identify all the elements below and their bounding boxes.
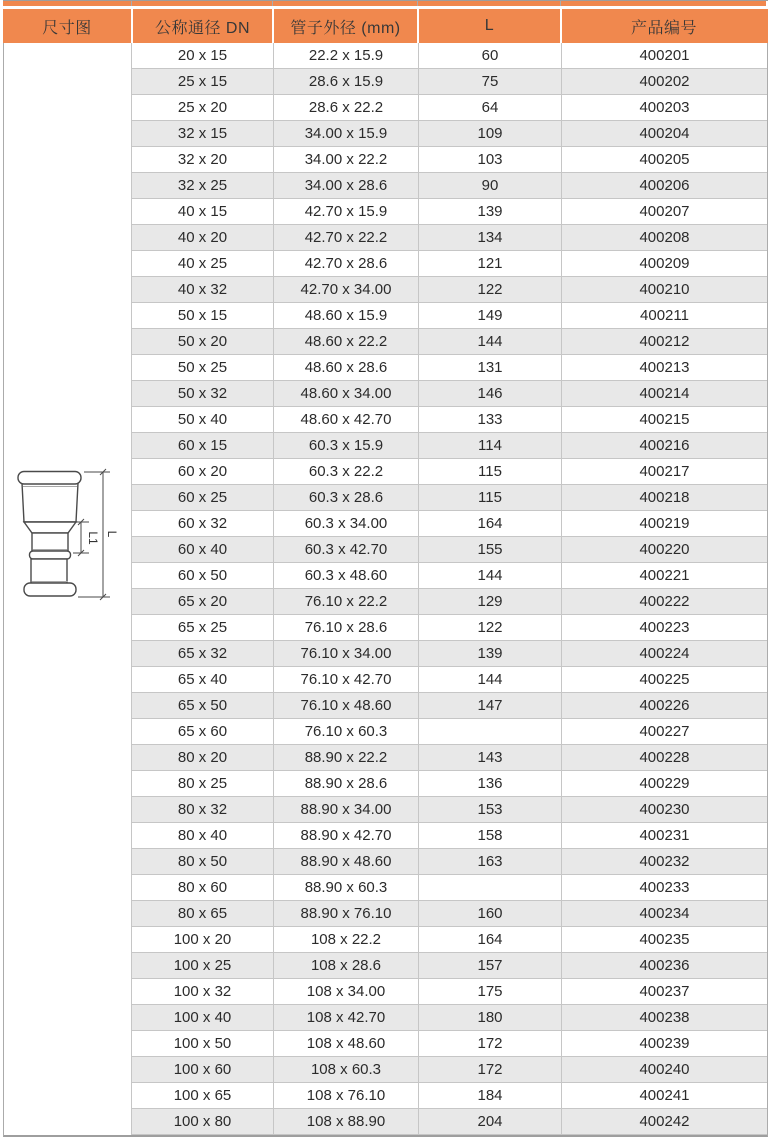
cell-pipe-od: 60.3 x 22.2 — [273, 459, 418, 485]
cell-product-code: 400204 — [561, 121, 767, 147]
cell-nominal-dn: 60 x 15 — [132, 433, 273, 459]
cell-product-code: 400214 — [561, 381, 767, 407]
cell-pipe-od: 60.3 x 42.70 — [273, 537, 418, 563]
cell-product-code: 400208 — [561, 225, 767, 251]
cell-pipe-od: 60.3 x 48.60 — [273, 563, 418, 589]
cell-pipe-od: 88.90 x 22.2 — [273, 745, 418, 771]
cell-product-code: 400226 — [561, 693, 767, 719]
cell-length-l: 157 — [418, 953, 561, 979]
cell-nominal-dn: 60 x 25 — [132, 485, 273, 511]
cell-nominal-dn: 100 x 40 — [132, 1005, 273, 1031]
cell-length-l: 147 — [418, 693, 561, 719]
col-header-nominal-dn: 公称通径 DN — [131, 9, 272, 43]
cell-nominal-dn: 50 x 40 — [132, 407, 273, 433]
dimension-label-l: L — [105, 530, 119, 538]
cell-length-l: 60 — [418, 43, 561, 69]
cell-product-code: 400215 — [561, 407, 767, 433]
cell-nominal-dn: 25 x 15 — [132, 69, 273, 95]
cell-nominal-dn: 65 x 50 — [132, 693, 273, 719]
cell-nominal-dn: 65 x 40 — [132, 667, 273, 693]
cell-pipe-od: 76.10 x 60.3 — [273, 719, 418, 745]
cell-product-code: 400238 — [561, 1005, 767, 1031]
cell-pipe-od: 76.10 x 28.6 — [273, 615, 418, 641]
cell-pipe-od: 76.10 x 48.60 — [273, 693, 418, 719]
cell-product-code: 400217 — [561, 459, 767, 485]
cell-length-l: 139 — [418, 199, 561, 225]
cell-product-code: 400240 — [561, 1057, 767, 1083]
cell-nominal-dn: 40 x 25 — [132, 251, 273, 277]
cell-nominal-dn: 80 x 32 — [132, 797, 273, 823]
cell-length-l: 134 — [418, 225, 561, 251]
cell-length-l: 149 — [418, 303, 561, 329]
cell-pipe-od: 60.3 x 28.6 — [273, 485, 418, 511]
cell-product-code: 400241 — [561, 1083, 767, 1109]
cell-product-code: 400229 — [561, 771, 767, 797]
cell-product-code: 400220 — [561, 537, 767, 563]
cell-length-l: 144 — [418, 563, 561, 589]
cell-length-l: 160 — [418, 901, 561, 927]
cell-pipe-od: 48.60 x 42.70 — [273, 407, 418, 433]
cell-product-code: 400221 — [561, 563, 767, 589]
cell-nominal-dn: 25 x 20 — [132, 95, 273, 121]
product-spec-sheet — [3, 0, 768, 1137]
top-accent-bar — [3, 0, 768, 6]
cell-pipe-od: 76.10 x 22.2 — [273, 589, 418, 615]
cell-length-l: 131 — [418, 355, 561, 381]
cell-pipe-od: 108 x 22.2 — [273, 927, 418, 953]
cell-length-l: 144 — [418, 667, 561, 693]
cell-length-l: 133 — [418, 407, 561, 433]
cell-length-l: 122 — [418, 277, 561, 303]
cell-product-code: 400231 — [561, 823, 767, 849]
cell-product-code: 400232 — [561, 849, 767, 875]
cell-nominal-dn: 100 x 80 — [132, 1109, 273, 1135]
cell-length-l: 109 — [418, 121, 561, 147]
cell-nominal-dn: 60 x 20 — [132, 459, 273, 485]
cell-pipe-od: 60.3 x 15.9 — [273, 433, 418, 459]
cell-product-code: 400236 — [561, 953, 767, 979]
cell-product-code: 400230 — [561, 797, 767, 823]
cell-length-l: 146 — [418, 381, 561, 407]
cell-nominal-dn: 80 x 20 — [132, 745, 273, 771]
cell-pipe-od: 42.70 x 28.6 — [273, 251, 418, 277]
cell-product-code: 400216 — [561, 433, 767, 459]
cell-product-code: 400233 — [561, 875, 767, 901]
cell-pipe-od: 28.6 x 22.2 — [273, 95, 418, 121]
cell-pipe-od: 108 x 48.60 — [273, 1031, 418, 1057]
cell-length-l: 184 — [418, 1083, 561, 1109]
cell-pipe-od: 42.70 x 22.2 — [273, 225, 418, 251]
cell-pipe-od: 108 x 34.00 — [273, 979, 418, 1005]
cell-pipe-od: 48.60 x 22.2 — [273, 329, 418, 355]
top-accent-segment — [131, 1, 272, 6]
cell-pipe-od: 22.2 x 15.9 — [273, 43, 418, 69]
cell-pipe-od: 88.90 x 28.6 — [273, 771, 418, 797]
cell-product-code: 400205 — [561, 147, 767, 173]
cell-pipe-od: 48.60 x 34.00 — [273, 381, 418, 407]
cell-nominal-dn: 40 x 15 — [132, 199, 273, 225]
cell-length-l: 155 — [418, 537, 561, 563]
cell-pipe-od: 34.00 x 28.6 — [273, 173, 418, 199]
cell-pipe-od: 88.90 x 48.60 — [273, 849, 418, 875]
cell-pipe-od: 88.90 x 76.10 — [273, 901, 418, 927]
cell-length-l: 114 — [418, 433, 561, 459]
cell-product-code: 400211 — [561, 303, 767, 329]
cell-nominal-dn: 100 x 60 — [132, 1057, 273, 1083]
cell-length-l: 163 — [418, 849, 561, 875]
cell-nominal-dn: 50 x 25 — [132, 355, 273, 381]
cell-nominal-dn: 32 x 15 — [132, 121, 273, 147]
cell-pipe-od: 88.90 x 60.3 — [273, 875, 418, 901]
cell-nominal-dn: 65 x 60 — [132, 719, 273, 745]
top-accent-segment — [417, 1, 560, 6]
top-accent-segment — [272, 1, 417, 6]
cell-product-code: 400212 — [561, 329, 767, 355]
cell-product-code: 400201 — [561, 43, 767, 69]
cell-nominal-dn: 40 x 20 — [132, 225, 273, 251]
cell-product-code: 400218 — [561, 485, 767, 511]
cell-length-l: 90 — [418, 173, 561, 199]
cell-nominal-dn: 60 x 32 — [132, 511, 273, 537]
dimension-label-l1: L1 — [86, 531, 100, 545]
cell-product-code: 400237 — [561, 979, 767, 1005]
cell-length-l: 115 — [418, 485, 561, 511]
cell-nominal-dn: 60 x 40 — [132, 537, 273, 563]
cell-pipe-od: 76.10 x 34.00 — [273, 641, 418, 667]
cell-nominal-dn: 80 x 40 — [132, 823, 273, 849]
cell-length-l: 64 — [418, 95, 561, 121]
cell-nominal-dn: 80 x 25 — [132, 771, 273, 797]
cell-length-l: 103 — [418, 147, 561, 173]
cell-nominal-dn: 100 x 32 — [132, 979, 273, 1005]
fitting-body — [18, 472, 81, 597]
cell-product-code: 400235 — [561, 927, 767, 953]
cell-product-code: 400228 — [561, 745, 767, 771]
cell-product-code: 400242 — [561, 1109, 767, 1135]
cell-length-l: 175 — [418, 979, 561, 1005]
cell-length-l: 121 — [418, 251, 561, 277]
col-header-pipe-od: 管子外径 (mm) — [272, 9, 417, 43]
cell-length-l: 136 — [418, 771, 561, 797]
cell-nominal-dn: 80 x 50 — [132, 849, 273, 875]
cell-nominal-dn: 80 x 65 — [132, 901, 273, 927]
cell-pipe-od: 108 x 60.3 — [273, 1057, 418, 1083]
cell-nominal-dn: 100 x 20 — [132, 927, 273, 953]
cell-length-l: 158 — [418, 823, 561, 849]
cell-product-code: 400224 — [561, 641, 767, 667]
cell-pipe-od: 34.00 x 15.9 — [273, 121, 418, 147]
cell-nominal-dn: 20 x 15 — [132, 43, 273, 69]
cell-nominal-dn: 40 x 32 — [132, 277, 273, 303]
cell-product-code: 400203 — [561, 95, 767, 121]
table-body — [3, 43, 768, 1137]
cell-pipe-od: 88.90 x 34.00 — [273, 797, 418, 823]
cell-length-l — [418, 719, 561, 745]
cell-nominal-dn: 65 x 32 — [132, 641, 273, 667]
top-accent-segment — [3, 1, 131, 6]
cell-product-code: 400210 — [561, 277, 767, 303]
cell-length-l: 75 — [418, 69, 561, 95]
cell-length-l: 144 — [418, 329, 561, 355]
cell-length-l: 164 — [418, 511, 561, 537]
cell-pipe-od: 48.60 x 15.9 — [273, 303, 418, 329]
cell-length-l: 172 — [418, 1057, 561, 1083]
cell-product-code: 400239 — [561, 1031, 767, 1057]
cell-length-l: 204 — [418, 1109, 561, 1135]
reducer-coupling-drawing — [9, 456, 127, 606]
cell-nominal-dn: 80 x 60 — [132, 875, 273, 901]
cell-length-l: 164 — [418, 927, 561, 953]
cell-pipe-od: 28.6 x 15.9 — [273, 69, 418, 95]
col-header-diagram: 尺寸图 — [42, 19, 92, 37]
cell-pipe-od: 34.00 x 22.2 — [273, 147, 418, 173]
cell-length-l: 153 — [418, 797, 561, 823]
cell-length-l: 180 — [418, 1005, 561, 1031]
cell-length-l — [418, 875, 561, 901]
cell-nominal-dn: 65 x 20 — [132, 589, 273, 615]
cell-product-code: 400213 — [561, 355, 767, 381]
cell-product-code: 400227 — [561, 719, 767, 745]
cell-nominal-dn: 100 x 25 — [132, 953, 273, 979]
cell-product-code: 400206 — [561, 173, 767, 199]
table-header-row — [3, 9, 768, 43]
cell-nominal-dn: 32 x 25 — [132, 173, 273, 199]
cell-product-code: 400223 — [561, 615, 767, 641]
top-accent-segment — [560, 1, 766, 6]
cell-length-l: 139 — [418, 641, 561, 667]
cell-pipe-od: 108 x 88.90 — [273, 1109, 418, 1135]
cell-length-l: 129 — [418, 589, 561, 615]
cell-length-l: 115 — [418, 459, 561, 485]
cell-pipe-od: 42.70 x 15.9 — [273, 199, 418, 225]
cell-nominal-dn: 50 x 15 — [132, 303, 273, 329]
cell-nominal-dn: 100 x 50 — [132, 1031, 273, 1057]
cell-length-l: 122 — [418, 615, 561, 641]
cell-product-code: 400207 — [561, 199, 767, 225]
cell-product-code: 400225 — [561, 667, 767, 693]
cell-pipe-od: 108 x 42.70 — [273, 1005, 418, 1031]
cell-product-code: 400222 — [561, 589, 767, 615]
diagram-cell — [4, 43, 132, 1135]
cell-nominal-dn: 32 x 20 — [132, 147, 273, 173]
cell-product-code: 400234 — [561, 901, 767, 927]
cell-product-code: 400209 — [561, 251, 767, 277]
cell-nominal-dn: 100 x 65 — [132, 1083, 273, 1109]
cell-pipe-od: 108 x 76.10 — [273, 1083, 418, 1109]
col-header-product-code: 产品编号 — [560, 9, 766, 43]
cell-pipe-od: 108 x 28.6 — [273, 953, 418, 979]
cell-pipe-od: 76.10 x 42.70 — [273, 667, 418, 693]
cell-length-l: 172 — [418, 1031, 561, 1057]
cell-length-l: 143 — [418, 745, 561, 771]
col-header-length-l: L — [417, 9, 560, 43]
cell-nominal-dn: 50 x 20 — [132, 329, 273, 355]
cell-pipe-od: 60.3 x 34.00 — [273, 511, 418, 537]
cell-nominal-dn: 60 x 50 — [132, 563, 273, 589]
cell-nominal-dn: 65 x 25 — [132, 615, 273, 641]
cell-product-code: 400219 — [561, 511, 767, 537]
cell-pipe-od: 42.70 x 34.00 — [273, 277, 418, 303]
cell-pipe-od: 48.60 x 28.6 — [273, 355, 418, 381]
cell-pipe-od: 88.90 x 42.70 — [273, 823, 418, 849]
cell-nominal-dn: 50 x 32 — [132, 381, 273, 407]
cell-product-code: 400202 — [561, 69, 767, 95]
